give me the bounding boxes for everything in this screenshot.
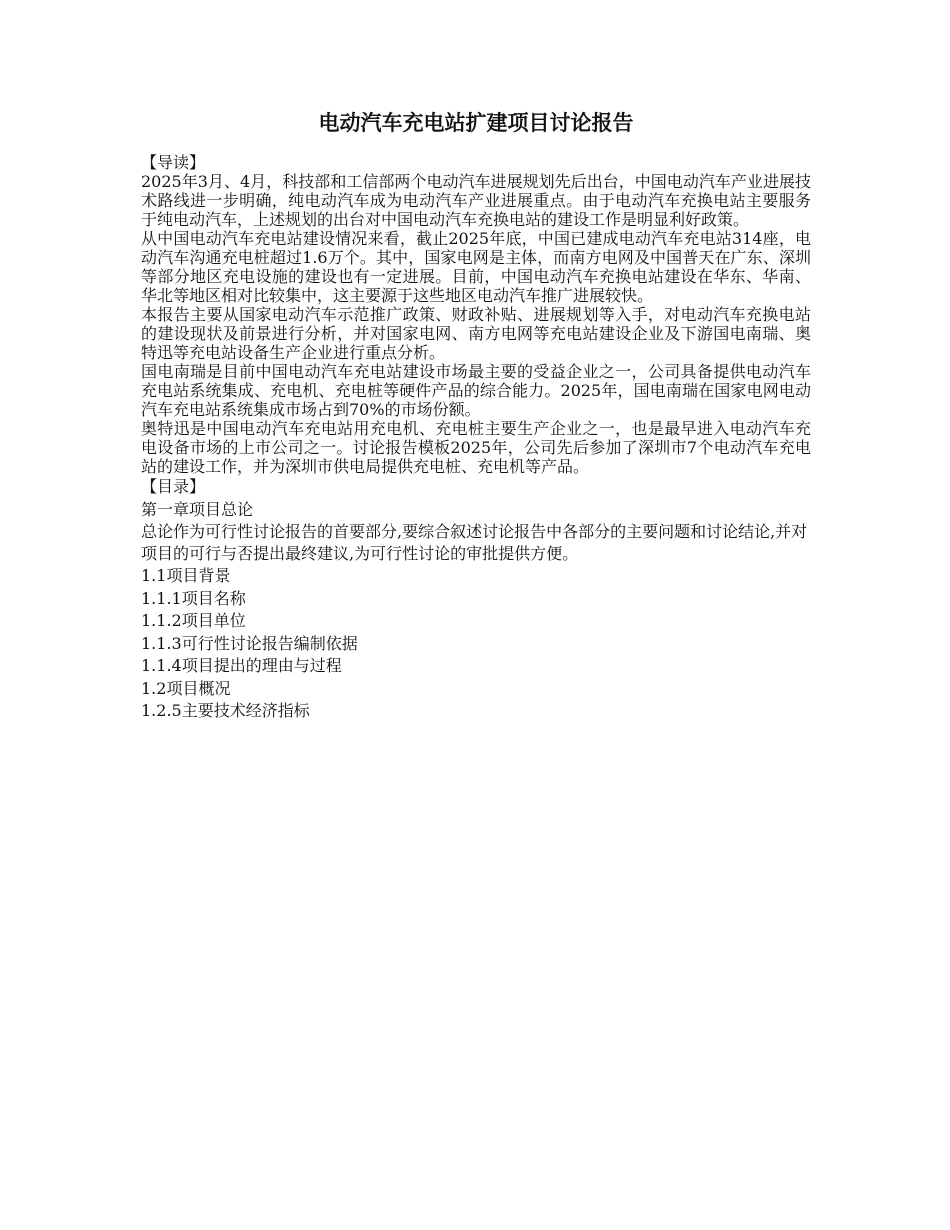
intro-label: 【导读】: [141, 153, 206, 173]
document-page: [141, 110, 811, 723]
intro-paragraph: 国电南瑞是目前中国电动汽车充电站建设市场最主要的受益企业之一，公司具备提供电动汽车充电站系统集成、充电机、充电桩等硬件产品的综合能力。2025年，国电南瑞在国家电网电动汽车充电站系统集成市场占到70%的市场份额。: [141, 362, 811, 420]
intro-paragraph: 本报告主要从国家电动汽车示范推广政策、财政补贴、进展规划等入手，对电动汽车充换电站的建设现状及前景进行分析，并对国家电网、南方电网等充电站建设企业及下游国电南瑞、奥特迅等充电站设备生产企业进行重点分析。: [141, 305, 811, 363]
document-title: 电动汽车充电站扩建项目讨论报告: [318, 110, 634, 135]
toc-item: 1.2.5主要技术经济指标: [141, 701, 310, 721]
intro-paragraph: 2025年3月、4月，科技部和工信部两个电动汽车进展规划先后出台，中国电动汽车产业进展技术路线进一步明确，纯电动汽车成为电动汽车产业进展重点。由于电动汽车充换电站主要服务于纯电动汽车，上述规划的出台对中国电动汽车充换电站的建设工作是明显利好政策。: [141, 172, 811, 230]
toc-label: 【目录】: [141, 477, 206, 497]
toc-item: 1.2项目概况: [141, 678, 231, 698]
toc-item: 1.1.3可行性讨论报告编制依据: [141, 633, 358, 653]
intro-paragraph: 奥特迅是中国电动汽车充电站用充电机、充电桩主要生产企业之一，也是最早进入电动汽车充电设备市场的上市公司之一。讨论报告模板2025年，公司先后参加了深圳市7个电动汽车充电站的建设工作，并为深圳市供电局提供充电桩、充电机等产品。: [141, 419, 811, 477]
toc-item: 1.1项目背景: [141, 566, 231, 586]
toc-item: 1.1.2项目单位: [141, 611, 246, 631]
chapter-title: 第一章项目总论: [141, 499, 254, 519]
toc-item: 1.1.1项目名称: [141, 588, 246, 608]
toc-item: 1.1.4项目提出的理由与过程: [141, 656, 342, 676]
intro-body: [141, 172, 811, 476]
intro-paragraph: 从中国电动汽车充电站建设情况来看，截止2025年底，中国已建成电动汽车充电站314座，电动汽车沟通充电桩超过1.6万个。其中，国家电网是主体，而南方电网及中国普天在广东、深圳等部分地区充电设施的建设也有一定进展。目前，中国电动汽车充换电站建设在华东、华南、华北等地区相对比较集中，这主要源于这些地区电动汽车推广进展较快。: [141, 229, 811, 306]
table-of-contents: [141, 476, 811, 723]
chapter-summary: 总论作为可行性讨论报告的首要部分,要综合叙述讨论报告中各部分的主要问题和讨论结论,并对项目的可行与否提出最终建议,为可行性讨论的审批提供方便。: [141, 522, 808, 564]
